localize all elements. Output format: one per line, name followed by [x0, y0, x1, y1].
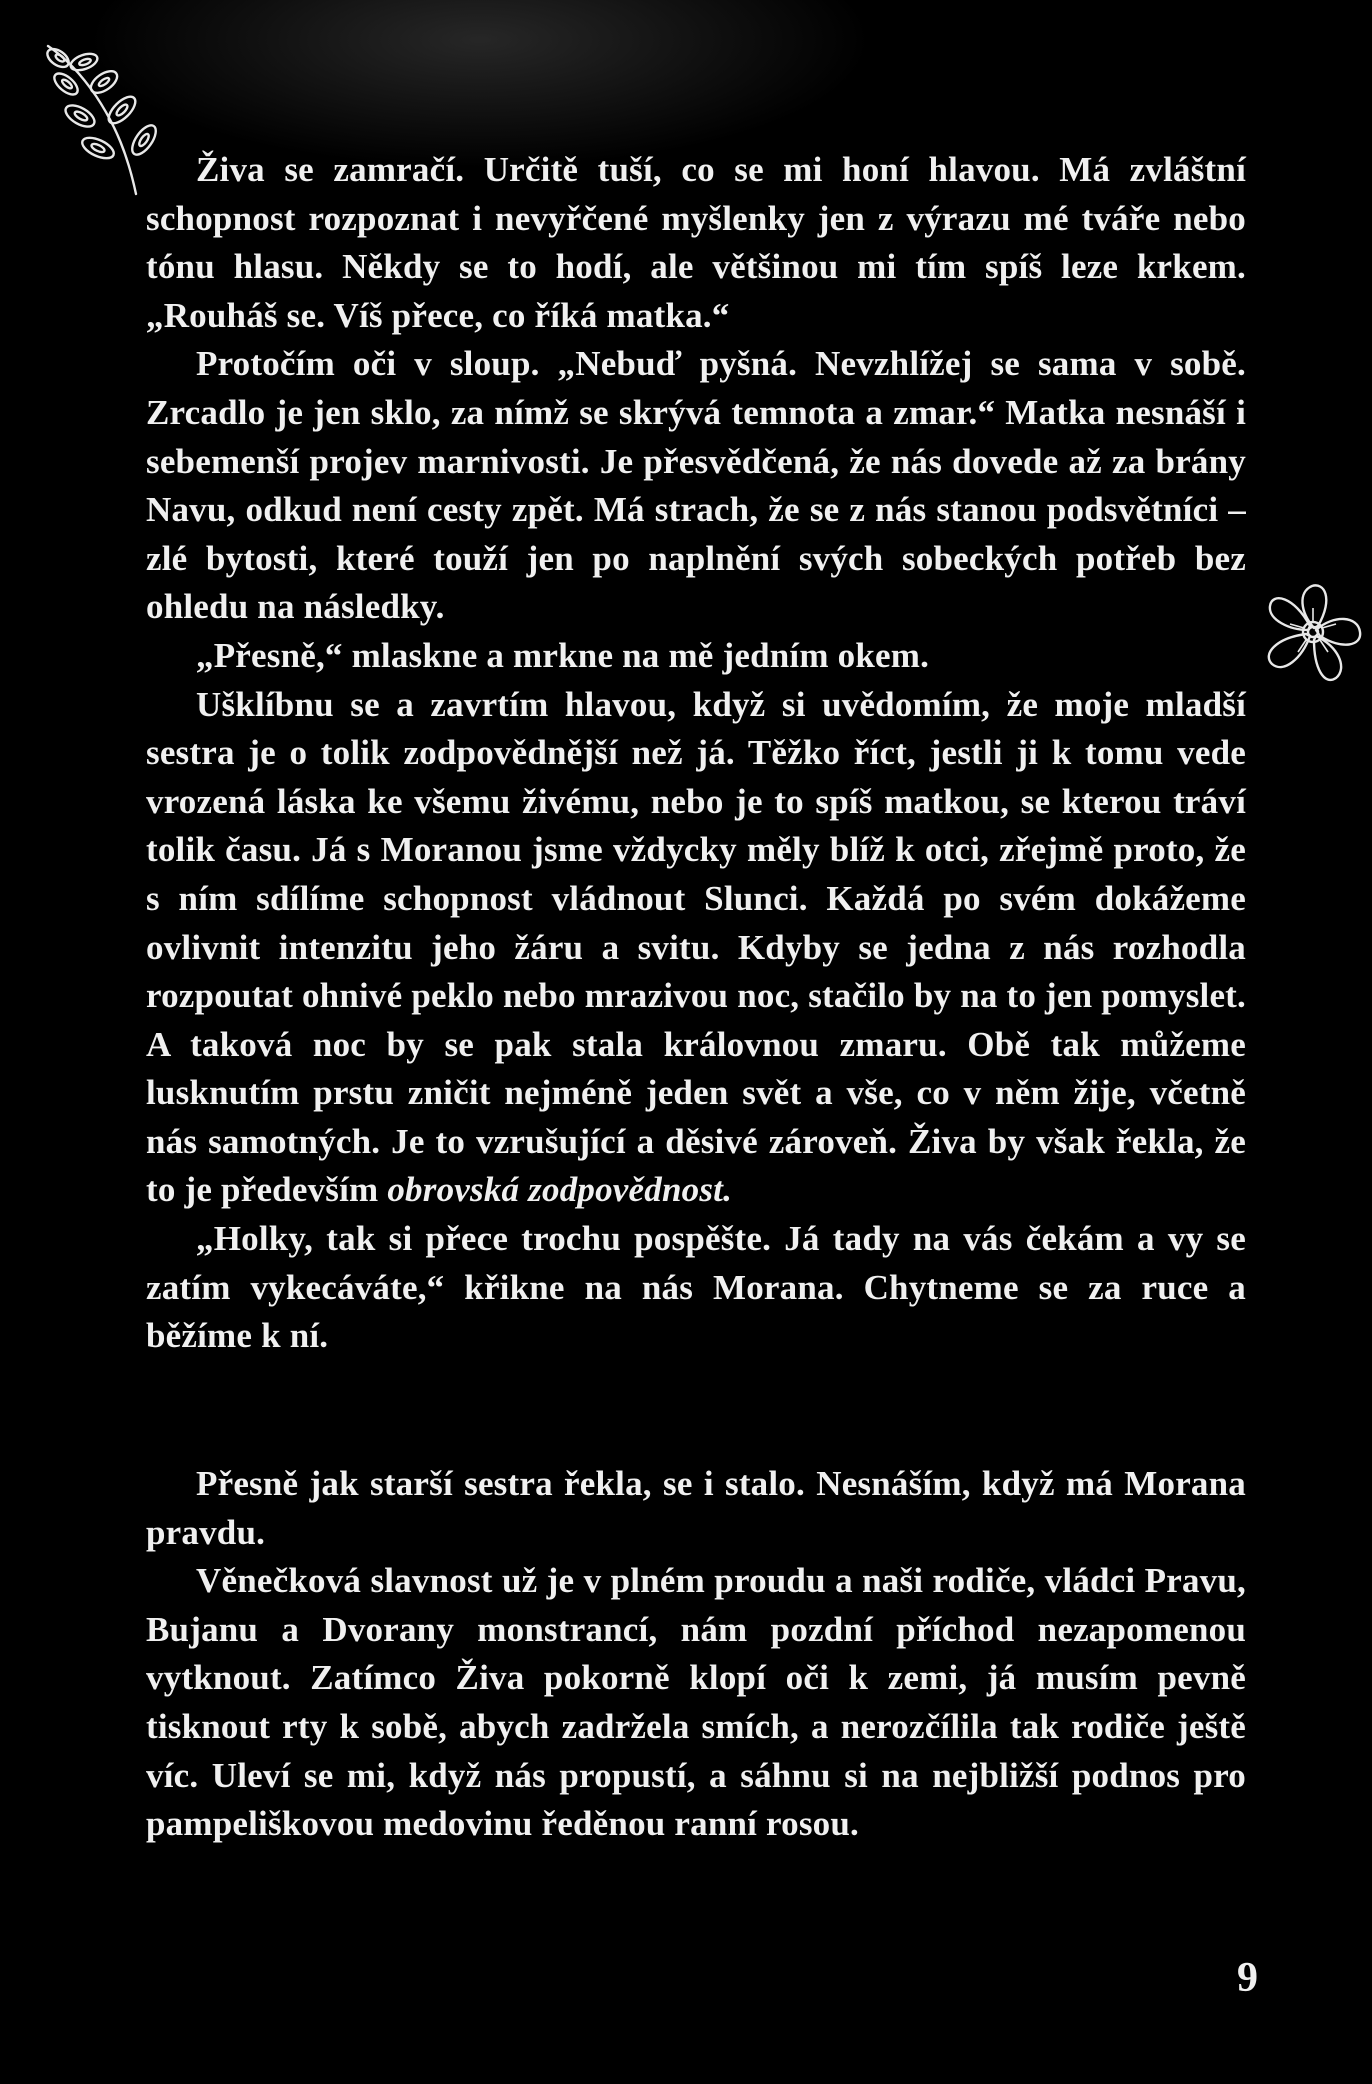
paragraph — [146, 681, 1246, 1216]
page-number: 9 — [1237, 1955, 1258, 2001]
paragraph: Živa se zamračí. Určitě tuší, co se mi honí hlavou. Má zvláštní schopnost rozpoznat i nevyřčené myšlenky jen z výrazu mé tváře nebo tónu hlasu. Někdy se to hodí, ale většinou mi tím spíš leze krkem. „Rouháš se. Víš přece, co říká matka.“ — [146, 150, 1246, 335]
paragraph: Protočím oči v sloup. „Nebuď pyšná. Nevzhlížej se sama v sobě. Zrcadlo je jen sklo, za nímž se skrývá temnota a zmar.“ Matka nesnáší i sebemenší projev marnivosti. Je přesvědčená, že nás dovede až za brány Navu, odkud není cesty zpět. Má strach, že se z nás stanou podsvětníci – zlé bytosti, které touží jen po naplnění svých sobeckých potřeb bez ohledu na následky. — [146, 344, 1246, 627]
paragraph: Věnečková slavnost už je v plném proudu a naši rodiče, vládci Pravu, Bujanu a Dvorany monstrancí, nám pozdní příchod nezapomenou vytknout. Zatímco Živa pokorně klopí oči k zemi, já musím pevně tisknout rty k sobě, abych zadržela smích, a nerozčílila tak rodiče ještě víc. Uleví se mi, když nás propustí, a sáhnu si na nejbližší podnos pro pampeliškovou medovinu ředěnou ranní rosou. — [146, 1561, 1246, 1844]
paragraph: „Holky, tak si přece trochu pospěšte. Já tady na vás čekám a vy se zatím vykecáváte,“ křikne na nás Morana. Chytneme se za ruce a běžíme k ní. — [146, 1219, 1246, 1356]
emphasized-text: obrovská zodpovědnost. — [387, 1170, 733, 1210]
flower-icon — [1262, 578, 1366, 688]
text-block-bottom — [146, 1460, 1246, 1849]
paragraph: „Přesně,“ mlaskne a mrkne na mě jedním okem. — [196, 635, 930, 675]
paragraph-text: Ušklíbnu se a zavrtím hlavou, když si uvědomím, že moje mladší sestra je o tolik zodpovědnější než já. Těžko říct, jestli ji k tomu vede vrozená láska ke všemu živému, nebo je to spíš matkou, se kterou tráví tolik času. Já s Moranou jsme vždycky měly blíž k otci, zřejmě proto, že s ním sdílíme schopnost vládnout Slunci. Každá po svém dokážeme ovlivnit intenzitu jeho žáru a svitu. Kdyby se jedna z nás rozhodla rozpoutat ohnivé peklo nebo mrazivou noc, stačilo by na to jen pomyslet. A taková noc by se pak stala královnou zmaru. Obě tak můžeme lusknutím prstu zničit nejméně jeden svět a vše, co v něm žije, včetně nás samotných. Je to vzrušující a děsivé zároveň. Živa by však řekla, že to je především — [146, 684, 1246, 1210]
paragraph: Přesně jak starší sestra řekla, se i stalo. Nesnáším, když má Morana pravdu. — [146, 1464, 1246, 1552]
text-block-top — [146, 146, 1246, 1361]
